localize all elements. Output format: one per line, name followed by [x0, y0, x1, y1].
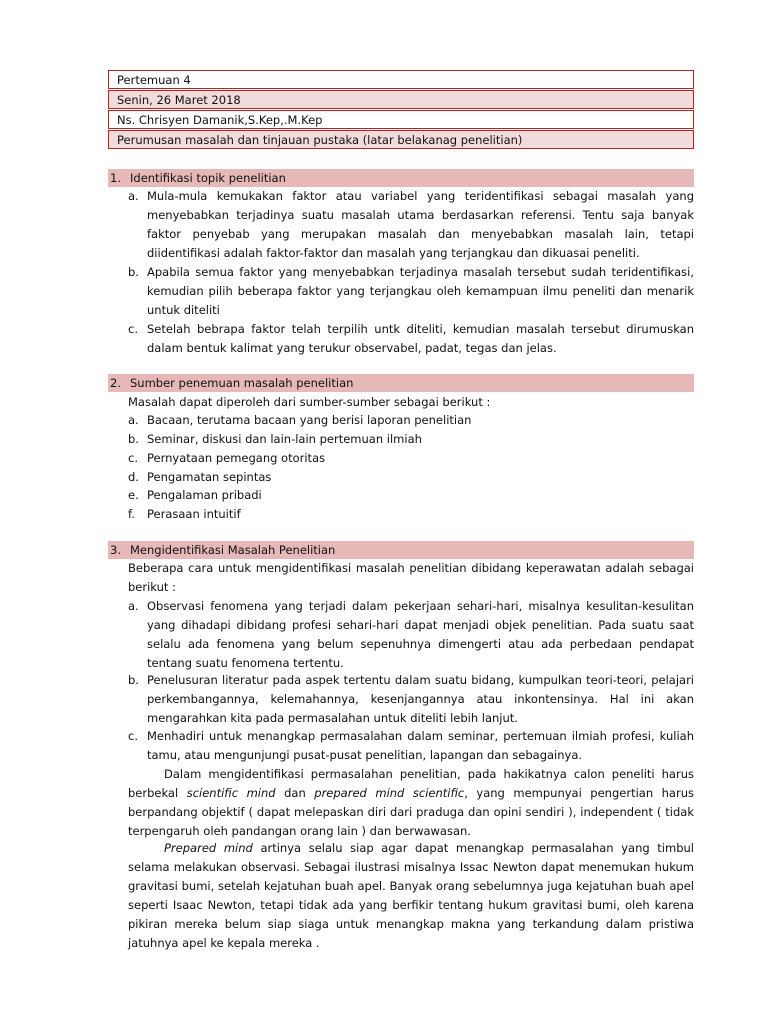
section-3-item-a-text: Observasi fenomena yang terjadi dalam pekerjaan sehari-hari, misalnya kesulitan-kesulitan yang dihadapi dibidang profesi sehari-hari dapat menjadi objek penelitian. Pada suatu saat selalu ada fenomena yang belum sepenuhnya dimengerti atau ada perbedaan pendapat tentang suatu fenomena tertentu. — [147, 599, 694, 670]
section-1-item-b-label: b. — [128, 265, 139, 279]
section-1-item-b-text: Apabila semua faktor yang menyebabkan terjadinya masalah tersebut sudah teridentifikasi, kemudian pilih beberapa faktor yang terjangkau oleh kemampuan ilmu peneliti dan menarik untuk diteliti — [147, 265, 694, 317]
section-2-item-b-text: Seminar, diskusi dan lain-lain pertemuan ilmiah — [147, 432, 422, 446]
section-3-item-c-label: c. — [128, 729, 138, 743]
topic-cell: Perumusan masalah dan tinjauan pustaka (latar belakanag penelitian) — [108, 130, 694, 149]
section-1-title: Identifikasi topik penelitian — [130, 171, 286, 185]
section-2-item-e-label: e. — [128, 488, 139, 502]
section-3-number: 3. — [110, 543, 121, 557]
section-2-item-c-label: c. — [128, 451, 138, 465]
term-prepared-mind: Prepared mind — [164, 841, 253, 855]
section-2-item-c-text: Pernyataan pemegang otoritas — [147, 451, 326, 465]
section-2-item-a-label: a. — [128, 413, 139, 427]
meeting-cell: Pertemuan 4 — [108, 70, 694, 89]
section-3-title: Mengidentifikasi Masalah Penelitian — [130, 543, 336, 557]
section-3-item-b-label: b. — [128, 673, 139, 687]
para1-text-2: dan — [275, 786, 315, 800]
section-3-item-b-text: Penelusuran literatur pada aspek tertentu dalam suatu bidang, kumpulkan teori-teori, pelajari perkembangannya, kelemahannya, kesenjangannya atau inkontensinya. Hal ini akan mengarahkan kita pada permasalahan untuk diteliti lebih lanjut. — [147, 673, 694, 725]
lecturer-cell: Ns. Chrisyen Damanik,S.Kep,.M.Kep — [108, 110, 694, 129]
section-2-intro: Masalah dapat diperoleh dari sumber-sumber sebagai berikut : — [128, 395, 491, 409]
para1-text-1: Dalam mengidentifikasi permasalahan penelitian, pada hakikatnya calon peneliti harus berbekal — [128, 767, 694, 800]
paragraph-prepared-mind — [128, 839, 694, 953]
section-2-item-d-label: d. — [128, 470, 139, 484]
term-scientific-mind: scientific mind — [186, 786, 276, 800]
section-2-item-f-label: f. — [128, 507, 135, 521]
section-3-intro: Beberapa cara untuk mengidentifikasi masalah penelitian dibidang keperawatan adalah sebagai berikut : — [128, 561, 694, 594]
section-2-item-d-text: Pengamatan sepintas — [147, 470, 272, 484]
section-1-item-a-text: Mula-mula kemukakan faktor atau variabel yang teridentifikasi sebagai masalah yang menyebabkan terjadinya suatu masalah utama berdasarkan referensi. Tentu saja banyak faktor penyebab yang merupakan masalah dan menyebabkan masalah lain, tetapi diidentifikasi adalah faktor-faktor dan masalah yang terjangkau dan dikuasai peneliti. — [147, 189, 694, 260]
term-prepared-mind-scientific: prepared mind scientific — [314, 786, 465, 800]
section-1-number: 1. — [110, 171, 121, 185]
section-2-title: Sumber penemuan masalah penelitian — [130, 376, 354, 390]
section-3-heading — [108, 541, 694, 559]
section-2-number: 2. — [110, 376, 121, 390]
para1-text-3: , yang mempunyai pengertian harus berpandang objektif ( dapat melepaskan diri dari praduga dan opini sendiri ), independent ( tidak terpengaruh oleh pandangan orang lain ) dan berwawasan. — [128, 786, 694, 838]
section-2-item-e-text: Pengalaman pribadi — [147, 488, 262, 502]
section-1-item-c-label: c. — [128, 322, 138, 336]
section-1-item-c-text: Setelah bebrapa faktor telah terpilih untk diteliti, kemudian masalah tersebut dirumuskan dalam bentuk kalimat yang terukur observabel, padat, tegas dan jelas. — [147, 322, 694, 355]
section-1-item-a-label: a. — [128, 189, 139, 203]
section-2-item-b-label: b. — [128, 432, 139, 446]
section-3-item-a-label: a. — [128, 599, 139, 613]
section-2-item-a-text: Bacaan, terutama bacaan yang berisi laporan penelitian — [147, 413, 472, 427]
section-2-heading — [108, 374, 694, 392]
para2-text: artinya selalu siap agar dapat menangkap permasalahan yang timbul selama melakukan observasi. Sebagai ilustrasi misalnya Issac Newton dapat menemukan hukum gravitasi bumi, setelah kejatuhan buah apel. Banyak orang sebelumnya juga kejatuhan buah apel seperti Isaac Newton, tetapi tidak ada yang berfikir tentang hukum gravitasi bumi, oleh karena pikiran mereka belum siap siaga untuk menangkap makna yang terkandung dalam pristiwa jatuhnya apel ke kepala mereka . — [128, 841, 694, 950]
section-2-item-f-text: Perasaan intuitif — [147, 507, 241, 521]
section-1-heading — [108, 169, 694, 187]
date-cell: Senin, 26 Maret 2018 — [108, 90, 694, 109]
paragraph-scientific-mind — [128, 765, 694, 841]
section-3-item-c-text: Menhadiri untuk menangkap permasalahan dalam seminar, pertemuan ilmiah profesi, kuliah tamu, atau mengunjungi pusat-pusat penelitian, lapangan dan sebagainya. — [147, 729, 694, 762]
